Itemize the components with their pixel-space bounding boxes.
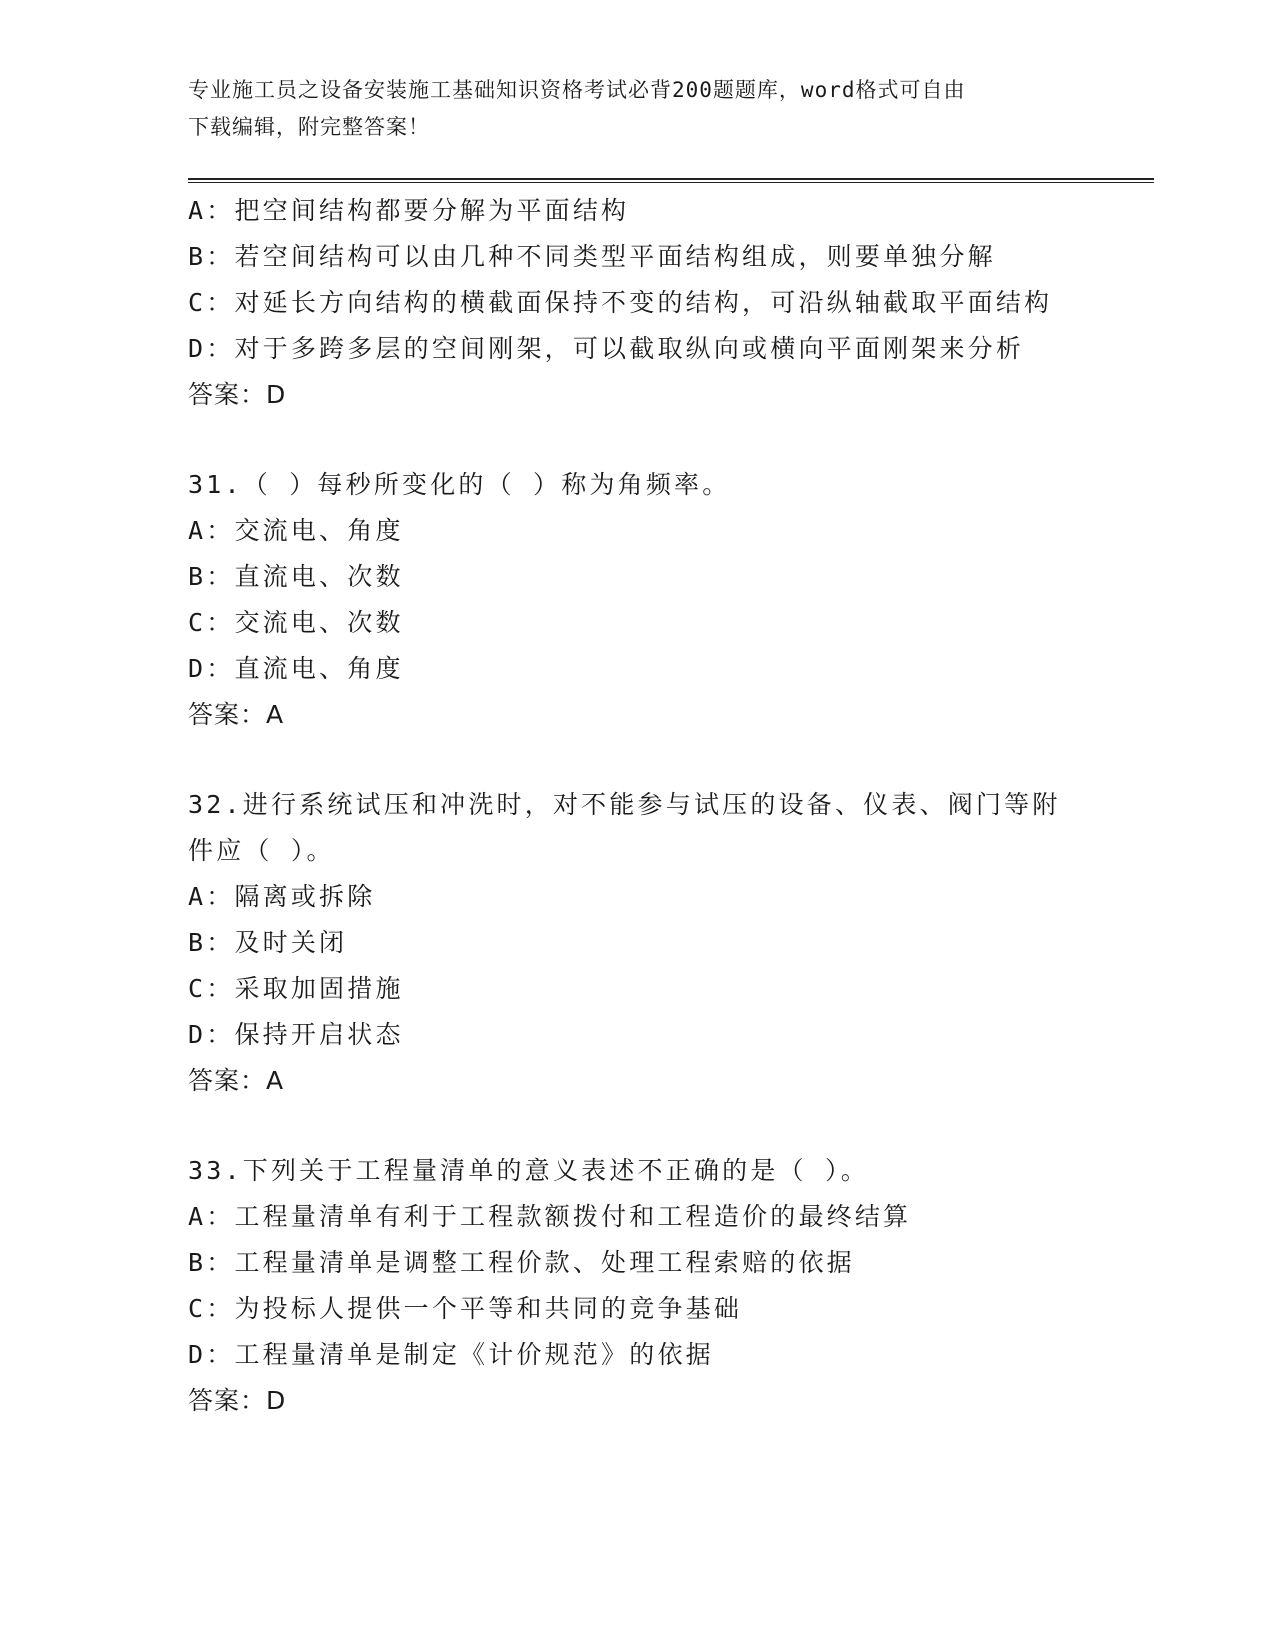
question-stem-line-2: 件应（ ）。 <box>188 836 335 865</box>
option-d: D：对于多跨多层的空间刚架，可以截取纵向或横向平面刚架来分析 <box>188 334 1025 363</box>
option-d: D：工程量清单是制定《计价规范》的依据 <box>188 1340 714 1369</box>
answer: 答案：A <box>188 1066 285 1095</box>
document-header <box>188 72 1088 146</box>
option-a: A：工程量清单有利于工程款额拨付和工程造价的最终结算 <box>188 1202 912 1231</box>
option-a: A：隔离或拆除 <box>188 882 376 911</box>
question-stem: 31.（ ）每秒所变化的（ ）称为角频率。 <box>188 470 731 499</box>
option-d: D：直流电、角度 <box>188 654 404 683</box>
answer: 答案：D <box>188 380 287 409</box>
option-b: B：直流电、次数 <box>188 562 404 591</box>
header-divider <box>188 178 1154 183</box>
option-c: C：采取加固措施 <box>188 974 404 1003</box>
question-stem: 33.下列关于工程量清单的意义表述不正确的是（ ）。 <box>188 1156 869 1185</box>
option-a: A：交流电、角度 <box>188 516 404 545</box>
option-c: C：对延长方向结构的横截面保持不变的结构，可沿纵轴截取平面结构 <box>188 288 1053 317</box>
header-line-1: 专业施工员之设备安装施工基础知识资格考试必背200题题库，word格式可自由 <box>188 78 966 102</box>
answer: 答案：A <box>188 700 285 729</box>
option-a: A：把空间结构都要分解为平面结构 <box>188 196 630 225</box>
option-b: B：工程量清单是调整工程价款、处理工程索赔的依据 <box>188 1248 855 1277</box>
question-33 <box>188 1148 1088 1424</box>
question-30 <box>188 188 1088 418</box>
option-d: D：保持开启状态 <box>188 1020 404 1049</box>
header-line-2: 下载编辑，附完整答案！ <box>188 115 430 139</box>
option-c: C：交流电、次数 <box>188 608 404 637</box>
option-c: C：为投标人提供一个平等和共同的竞争基础 <box>188 1294 743 1323</box>
answer: 答案：D <box>188 1386 287 1415</box>
question-32 <box>188 782 1088 1104</box>
question-list <box>188 188 1088 1424</box>
option-b: B：若空间结构可以由几种不同类型平面结构组成，则要单独分解 <box>188 242 996 271</box>
question-stem-line-1: 32.进行系统试压和冲洗时，对不能参与试压的设备、仪表、阀门等附 <box>188 790 1061 819</box>
question-31 <box>188 462 1088 738</box>
option-b: B：及时关闭 <box>188 928 348 957</box>
